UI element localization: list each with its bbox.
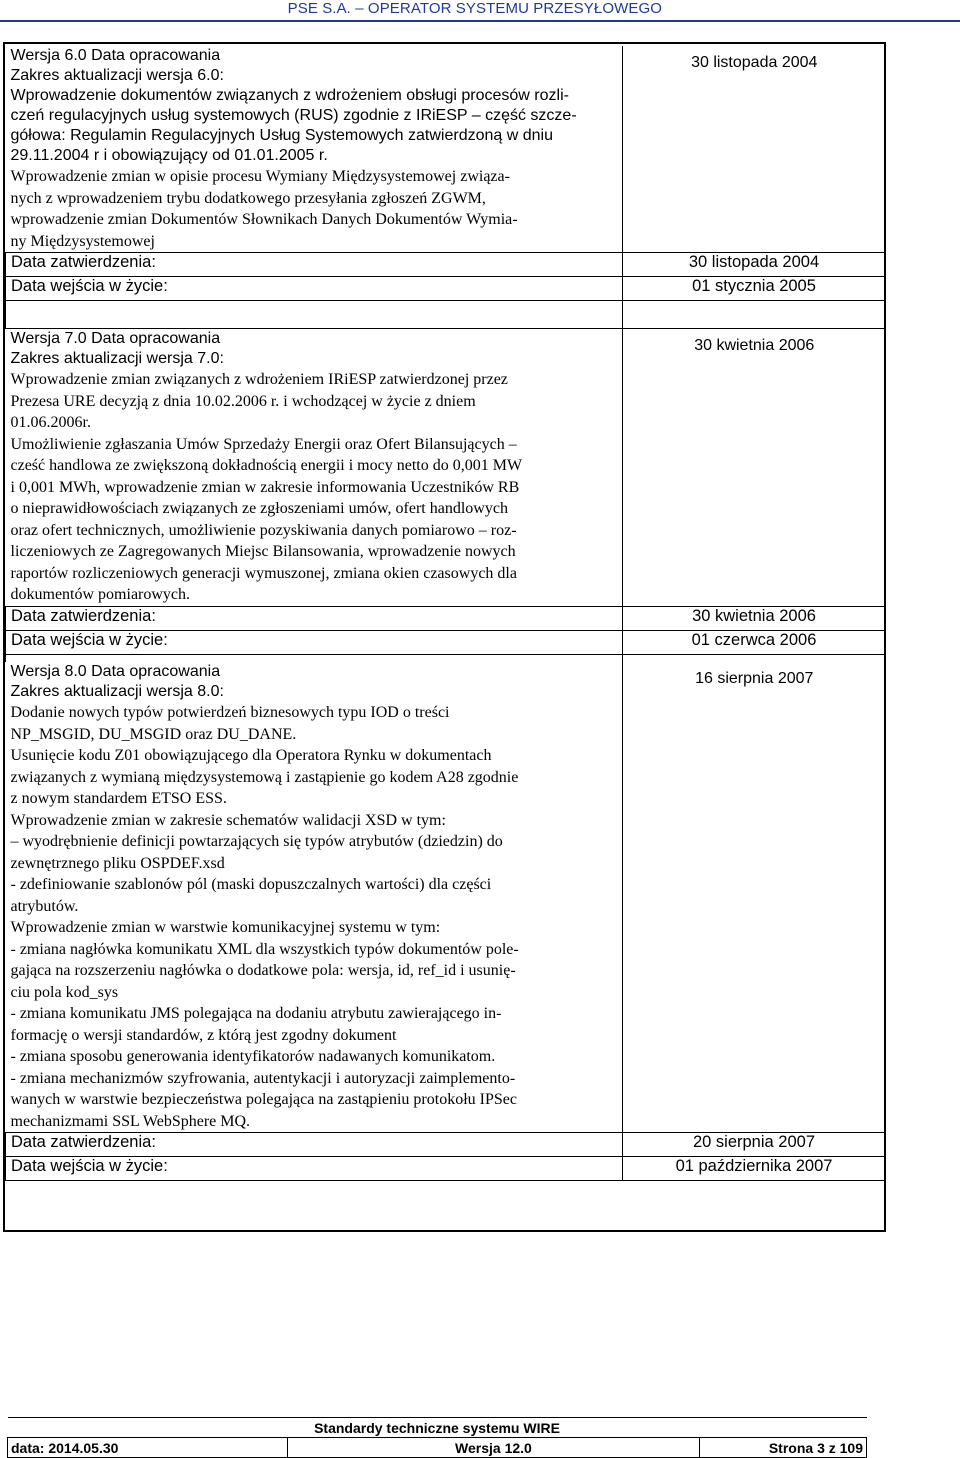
approval-date: 30 kwietnia 2006 (623, 606, 885, 630)
scope-line: Usunięcie kodu Z01 obowiązującego dla Operatora Rynku w dokumentach (10, 747, 492, 764)
scope-line: - zmiana nagłówka komunikatu XML dla wszystkich typów dokumentów pole- (10, 940, 519, 958)
scope-line: oraz ofert technicznych, umożliwienie pozyskiwania danych pomiarowo – roz- (10, 521, 517, 539)
approval-row (6, 606, 885, 630)
scope-line: mechanizmami SSL WebSphere MQ. (10, 1112, 251, 1130)
effective-row (6, 1157, 885, 1181)
effective-label: Data wejścia w życie: (6, 630, 623, 654)
header-rule (0, 20, 960, 22)
effective-date: 01 października 2007 (623, 1157, 885, 1181)
document-header: PSE S.A. – OPERATOR SYSTEMU PRZESYŁOWEGO (287, 0, 662, 17)
scope-line: Wprowadzenie zmian w warstwie komunikacyjnej systemu w tym: (10, 919, 441, 936)
page-footer (7, 1417, 867, 1458)
scope-line: związanych z wymianą międzysystemową i zastąpienie go kodem A28 zgodnie (10, 768, 519, 786)
effective-row (6, 277, 885, 301)
scope-line: czeń regulacyjnych usług systemowych (RUS) zgodnie z IRiESP – część szcze- (10, 107, 577, 124)
effective-label: Data wejścia w życie: (6, 1157, 623, 1181)
scope-label: Zakres aktualizacji wersja 6.0: (10, 67, 224, 84)
version-description-cell (6, 46, 623, 253)
scope-label: Zakres aktualizacji wersja 7.0: (10, 350, 224, 367)
effective-row (6, 630, 885, 654)
scope-line: – wyodrębnienie definicji powtarzających się typów atrybutów (dziedzin) do (10, 833, 503, 850)
scope-line: Wprowadzenie zmian związanych z wdrożeniem IRiESP zatwierdzonej przez (10, 371, 508, 388)
approval-label: Data zatwierdzenia: (6, 1133, 623, 1157)
scope-line: wprowadzenie zmian Dokumentów Słownikach Danych Dokumentów Wymia- (10, 211, 518, 228)
scope-line: liczeniowych ze Zagregowanych Miejsc Bilansowania, wprowadzenie nowych (10, 543, 516, 560)
scope-line: cześć handlowa ze zwiększoną dokładnością energii i mocy netto do 0,001 MW (10, 457, 523, 474)
version-title: Wersja 7.0 Data opracowania (10, 330, 221, 347)
scope-line: - zmiana komunikatu JMS polegająca na dodaniu atrybutu zawierającego in- (10, 1005, 502, 1022)
version-block (6, 329, 885, 607)
footer-date: data: 2014.05.30 (8, 1438, 288, 1458)
approval-label: Data zatwierdzenia: (6, 253, 623, 277)
scope-line: 29.11.2004 r i obowiązujący od 01.01.2005 r. (10, 147, 328, 164)
version-title: Wersja 6.0 Data opracowania (10, 47, 221, 64)
scope-label: Zakres aktualizacji wersja 8.0: (10, 683, 224, 700)
scope-line: dokumentów pomiarowych. (10, 586, 191, 603)
scope-line: atrybutów. (10, 897, 79, 915)
scope-line: z nowym standardem ETSO ESS. (10, 790, 227, 807)
effective-date: 01 czerwca 2006 (623, 630, 885, 654)
version-date: 16 sierpnia 2007 (623, 662, 885, 1133)
gap-row (6, 654, 885, 662)
footer-page: Strona 3 z 109 (700, 1438, 867, 1458)
scope-line: - zmiana mechanizmów szyfrowania, autentykacji i autoryzacji zaimplemento- (10, 1069, 516, 1087)
scope-line: formację o wersji standardów, z którą jest zgodny dokument (10, 1026, 397, 1044)
scope-line: Wprowadzenie zmian w zakresie schematów walidacji XSD w tym: (10, 811, 446, 829)
scope-line: Wprowadzenie dokumentów związanych z wdrożeniem obsługi procesów rozli- (10, 87, 569, 104)
version-date: 30 listopada 2004 (623, 46, 885, 253)
scope-line: nych z wprowadzeniem trybu dodatkowego przesyłania zgłoszeń ZGWM, (10, 189, 486, 207)
scope-line: wanych w warstwie bezpieczeństwa polegająca na zastąpieniu protokołu IPSec (10, 1091, 517, 1108)
scope-line: NP_MSGID, DU_MSGID oraz DU_DANE. (10, 725, 297, 743)
version-description-cell (6, 662, 623, 1133)
scope-line: o nieprawidłowościach związanych ze zgłoszeniami umów, ofert handlowych (10, 500, 508, 517)
scope-line: 01.06.2006r. (10, 414, 91, 431)
scope-line: Dodanie nowych typów potwierdzeń biznesowych typu IOD o treści (10, 704, 450, 721)
version-date: 30 kwietnia 2006 (623, 329, 885, 607)
scope-line: raportów rozliczeniowych generacji wymuszonej, zmiana okien czasowych dla (10, 564, 517, 582)
scope-line: gółowa: Regulamin Regulacyjnych Usług Systemowych zatwierdzoną w dniu (10, 127, 553, 144)
effective-date: 01 stycznia 2005 (623, 277, 885, 301)
approval-date: 30 listopada 2004 (623, 253, 885, 277)
version-description-cell (6, 329, 623, 607)
scope-line: Umożliwienie zgłaszania Umów Sprzedaży Energii oraz Ofert Bilansujących – (10, 435, 517, 453)
scope-line: - zdefiniowanie szablonów pól (maski dopuszczalnych wartości) dla części (10, 876, 492, 893)
approval-label: Data zatwierdzenia: (6, 606, 623, 630)
scope-line: Prezesa URE decyzją z dnia 10.02.2006 r. i wchodzącej w życie z dniem (10, 392, 476, 410)
scope-line: gająca na rozszerzeniu nagłówka o dodatkowe pola: wersja, id, ref_id i usunię- (10, 962, 516, 979)
version-title: Wersja 8.0 Data opracowania (10, 663, 221, 680)
scope-line: ny Międzysystemowej (10, 232, 155, 250)
scope-line: zewnętrznego pliku OSPDEF.xsd (10, 854, 225, 872)
footer-title: Standardy techniczne systemu WIRE (8, 1418, 867, 1438)
approval-row (6, 253, 885, 277)
version-block (6, 662, 885, 1133)
version-history-table (5, 46, 885, 1181)
footer-version: Wersja 12.0 (287, 1438, 699, 1458)
scope-line: ciu pola kod_sys (10, 983, 119, 1001)
approval-row (6, 1133, 885, 1157)
scope-line: i 0,001 MWh, wprowadzenie zmian w zakresie informowania Uczestników RB (10, 478, 520, 496)
version-block (6, 46, 885, 253)
scope-line: - zmiana sposobu generowania identyfikatorów nadawanych komunikatom. (10, 1048, 496, 1065)
spacer-row (6, 301, 885, 329)
approval-date: 20 sierpnia 2007 (623, 1133, 885, 1157)
effective-label: Data wejścia w życie: (6, 277, 623, 301)
scope-line: Wprowadzenie zmian w opisie procesu Wymiany Międzysystemowej związa- (10, 168, 510, 185)
